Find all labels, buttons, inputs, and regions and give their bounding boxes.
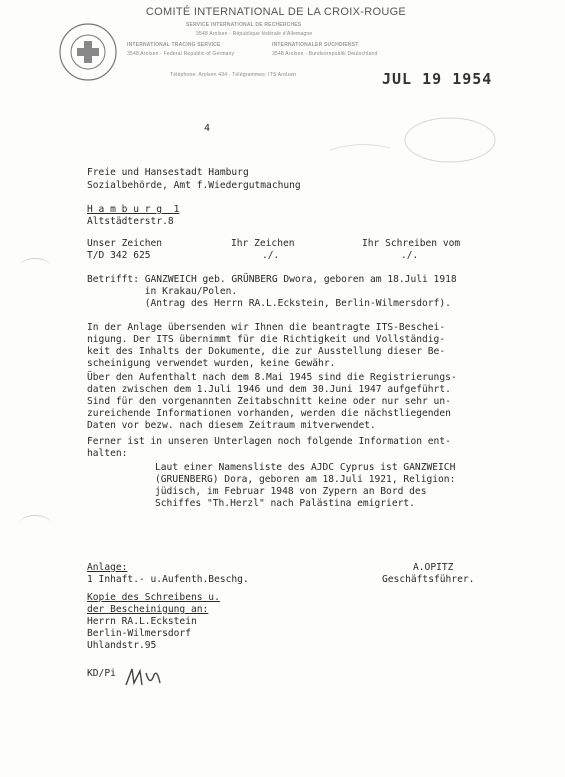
body-line: zureichende Informationen vorhanden, werden die nächstliegenden (87, 408, 451, 419)
reference-value-ours: T/D 342 625 (87, 250, 151, 261)
letterhead-line: INTERNATIONAL TRACING SERVICE (127, 42, 221, 48)
copy-recipient-line: Uhlandstr.95 (87, 640, 157, 651)
copy-recipient-line: Berlin-Wilmersdorf (87, 628, 191, 639)
handwritten-signature-icon (124, 665, 164, 689)
page-number: 4 (204, 123, 211, 134)
reference-value-letter: ./. (401, 250, 419, 261)
punch-hole-mark (20, 515, 50, 530)
letterhead-line: SERVICE INTERNATIONAL DE RECHERCHES (186, 22, 302, 28)
enclosure-item: 1 Inhaft.- u.Aufenth.Beschg. (87, 574, 249, 585)
signatory-title: Geschäftsführer. (382, 574, 475, 585)
body-line: halten: (87, 448, 128, 459)
recipient-street: Altstädterstr.8 (87, 216, 174, 227)
quoted-information: Schiffes "Th.Herzl" nach Palästina emigriert. (155, 498, 415, 509)
letterhead-line: 3548 Arolsen - Bundesrepublik Deutschland (272, 51, 378, 57)
quoted-information: jüdisch, im Februar 1948 von Zypern an Bord des (155, 486, 427, 497)
body-line: Sind für den vorgenannten Zeitabschnitt keine oder nur sehr un- (87, 396, 451, 407)
received-date-stamp: JUL 19 1954 (382, 70, 493, 88)
reference-label-yours: Ihr Zeichen (231, 238, 295, 249)
quoted-information: Laut einer Namensliste des AJDC Cyprus ist GANZWEICH (155, 462, 456, 473)
body-line: nigung. Der ITS übernimmt für die Richtigkeit und Vollständig- (87, 334, 446, 345)
quoted-information: (GRUENBERG) Dora, geboren am 18.Juli 1921, Religion: (155, 474, 456, 485)
enclosure-label: Anlage: (87, 562, 128, 573)
subject-line: in Krakau/Polen. (87, 286, 238, 297)
reference-label-ours: Unser Zeichen (87, 238, 163, 249)
typist-initials: KD/Pi (87, 668, 116, 679)
copy-label: Kopie des Schreibens u. (87, 592, 220, 603)
letterhead-line: INTERNATIONALER SUCHDIENST (272, 42, 359, 48)
body-line: Über den Aufenthalt nach dem 8.Mai 1945 sind die Registrierungs- (87, 372, 457, 383)
organization-name: COMITÉ INTERNATIONAL DE LA CROIX-ROUGE (145, 6, 407, 18)
body-line: keit des Inhalts der Dokumente, die zur Ausstellung dieser Be- (87, 346, 446, 357)
letterhead-line: 3548 Arolsen - Federal Republic of Germany (127, 51, 235, 57)
red-cross-emblem-icon (58, 22, 118, 82)
letterhead (0, 0, 565, 120)
reference-label-letter: Ihr Schreiben vom (362, 238, 461, 249)
letterhead-line: 3548 Arolsen - République fédérale d'Allemagne (196, 31, 313, 37)
body-line: daten zwischen dem 1.Juli 1946 und dem 30.Juni 1947 aufgeführt. (87, 384, 451, 395)
faint-stamp-icon (300, 110, 530, 170)
copy-label: der Bescheinigung an: (87, 604, 209, 615)
copy-recipient-line: Herrn RA.L.Eckstein (87, 616, 197, 627)
body-line: Daten vor bezw. nach diesem Zeitraum mitverwendet. (87, 420, 376, 431)
body-line: Ferner ist in unseren Unterlagen noch folgende Information ent- (87, 436, 451, 447)
recipient-line: Sozialbehörde, Amt f.Wiedergutmachung (87, 180, 301, 191)
signatory-name: A.OPITZ (413, 562, 454, 573)
subject-line: (Antrag des Herrn RA.L.Eckstein, Berlin-Wilmersdorf). (87, 298, 451, 309)
letterhead-line: Téléphone: Arolsen 434 · Télégrammes: ITS Arolsen (170, 72, 297, 78)
subject-line: Betrifft: GANZWEICH geb. GRÜNBERG Dwora, geboren am 18.Juli 1918 (87, 274, 457, 285)
recipient-city: H a m b u r g 1 (87, 204, 180, 215)
body-line: scheinigung verwendet wurden, keine Gewähr. (87, 358, 336, 369)
punch-hole-mark (20, 258, 50, 273)
body-line: In der Anlage übersenden wir Ihnen die beantragte ITS-Beschei- (87, 322, 446, 333)
reference-value-yours: ./. (262, 250, 280, 261)
recipient-line: Freie und Hansestadt Hamburg (87, 167, 249, 178)
